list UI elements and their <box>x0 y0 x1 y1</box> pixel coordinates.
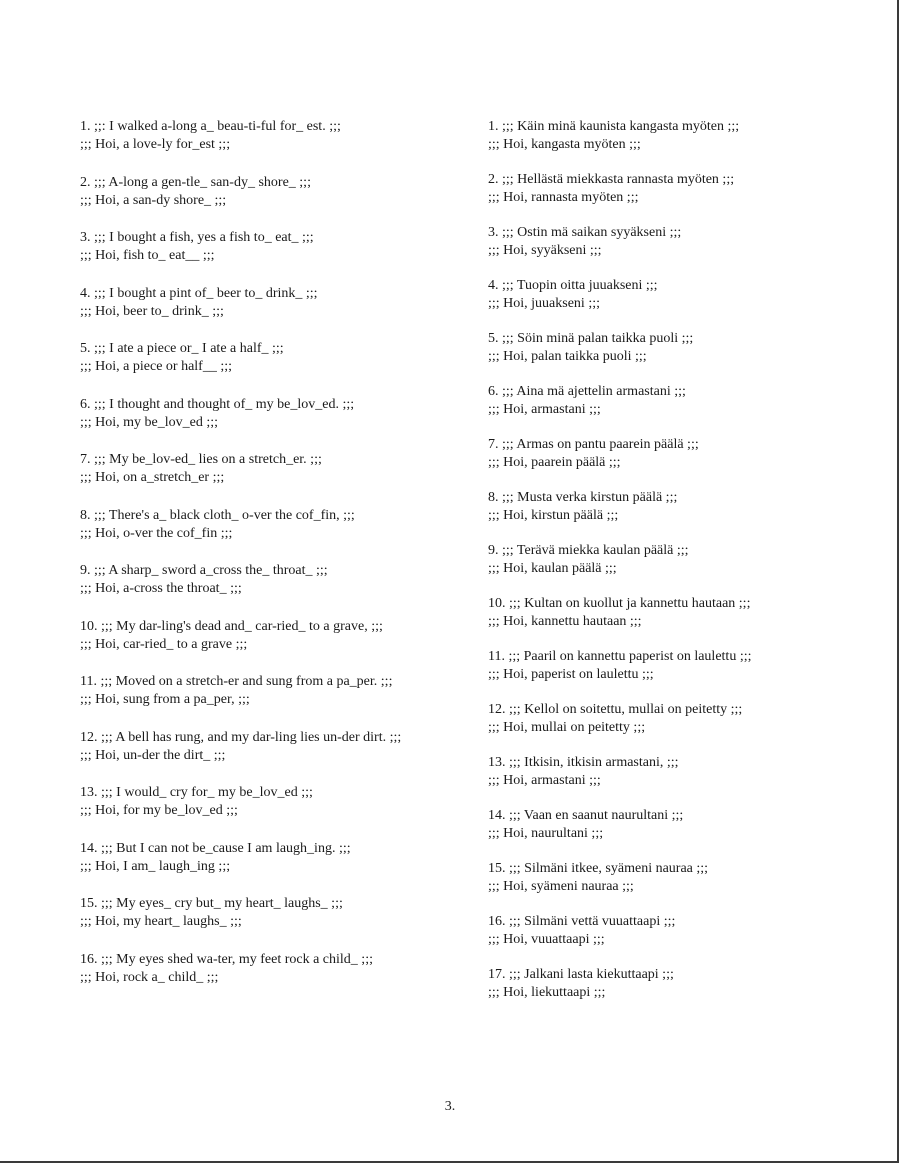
english-verse <box>80 174 470 230</box>
verse-line: 15. ;;; Silmäni itkee, syämeni nauraa ;;; <box>488 861 709 876</box>
verse-refrain: ;;; Hoi, kannettu hautaan ;;; <box>488 614 642 629</box>
verse-line: 5. ;;; I ate a piece or_ I ate a half_ ;;; <box>80 341 284 356</box>
verse-refrain: ;;; Hoi, a-cross the throat_ ;;; <box>80 581 242 596</box>
english-verse <box>80 951 470 1007</box>
english-verse <box>80 562 470 618</box>
english-verse <box>80 618 470 674</box>
verse-line: 16. ;;; My eyes shed wa-ter, my feet rock a child_ ;;; <box>80 951 373 967</box>
finnish-verse <box>488 701 888 754</box>
finnish-verse <box>488 966 888 1019</box>
english-verse <box>80 784 470 840</box>
verse-line: 15. ;;; My eyes_ cry but_ my heart_ laughs_ ;;; <box>80 896 343 911</box>
verse-refrain: ;;; Hoi, beer to_ drink_ ;;; <box>80 303 224 319</box>
verse-line: 13. ;;; Itkisin, itkisin armastani, ;;; <box>488 755 679 770</box>
verse-refrain: ;;; Hoi, kirstun päälä ;;; <box>488 508 619 523</box>
verse-line: 10. ;;; My dar-ling's dead and_ car-ried_ to a grave, ;;; <box>80 618 383 634</box>
verse-refrain: ;;; Hoi, a piece or half__ ;;; <box>80 359 233 374</box>
verse-refrain: ;;; Hoi, mullai on peitetty ;;; <box>488 720 646 735</box>
finnish-verse <box>488 118 888 171</box>
verse-refrain: ;;; Hoi, paperist on laulettu ;;; <box>488 667 654 682</box>
finnish-verse <box>488 224 888 277</box>
verse-refrain: ;;; Hoi, un-der the dirt_ ;;; <box>80 747 226 763</box>
verse-refrain: ;;; Hoi, palan taikka puoli ;;; <box>488 349 647 364</box>
english-verse <box>80 229 470 285</box>
verse-refrain: ;;; Hoi, kaulan päälä ;;; <box>488 561 617 576</box>
english-verse <box>80 840 470 896</box>
verse-refrain: ;;; Hoi, on a_stretch_er ;;; <box>80 470 225 485</box>
verse-line: 1. ;;: I walked a-long a_ beau-ti-ful for_ est. ;;; <box>80 119 341 134</box>
english-verses-column <box>80 118 470 1006</box>
finnish-verse <box>488 277 888 330</box>
finnish-verse <box>488 595 888 648</box>
english-verse <box>80 396 470 452</box>
verse-refrain: ;;; Hoi, I am_ laugh_ing ;;; <box>80 858 231 874</box>
verse-line: 12. ;;; Kellol on soitettu, mullai on peitetty ;;; <box>488 702 743 717</box>
verse-line: 1. ;;; Käin minä kaunista kangasta myöten ;;; <box>488 119 740 134</box>
verse-line: 6. ;;; I thought and thought of_ my be_lov_ed. ;;; <box>80 396 355 412</box>
verse-line: 12. ;;; A bell has rung, and my dar-ling lies un-der dirt. ;;; <box>80 729 402 745</box>
verse-line: 6. ;;; Aina mä ajettelin armastani ;;; <box>488 384 686 399</box>
verse-refrain: ;;; Hoi, naurultani ;;; <box>488 826 604 841</box>
verse-refrain: ;;; Hoi, my be_lov_ed ;;; <box>80 414 219 430</box>
english-verse <box>80 729 470 785</box>
verse-refrain: ;;; Hoi, juuakseni ;;; <box>488 296 600 311</box>
finnish-verse <box>488 648 888 701</box>
english-verse <box>80 507 470 563</box>
verse-line: 4. ;;; Tuopin oitta juuakseni ;;; <box>488 278 658 293</box>
verse-refrain: ;;; Hoi, a san-dy shore_ ;;; <box>80 192 227 208</box>
english-verse <box>80 673 470 729</box>
finnish-verses-column <box>488 118 888 1019</box>
verse-refrain: ;;; Hoi, fish to_ eat__ ;;; <box>80 248 215 263</box>
verse-line: 11. ;;; Moved on a stretch-er and sung from a pa_per. ;;; <box>80 674 393 689</box>
verse-refrain: ;;; Hoi, my heart_ laughs_ ;;; <box>80 914 242 929</box>
verse-line: 9. ;;; A sharp_ sword a_cross the_ throat_ ;;; <box>80 563 328 578</box>
verse-line: 16. ;;; Silmäni vettä vuuattaapi ;;; <box>488 914 676 929</box>
verse-line: 9. ;;; Terävä miekka kaulan päälä ;;; <box>488 543 689 558</box>
verse-line: 14. ;;; But I can not be_cause I am laugh_ing. ;;; <box>80 840 351 856</box>
verse-refrain: ;;; Hoi, sung from a pa_per, ;;; <box>80 692 250 707</box>
verse-line: 3. ;;; I bought a fish, yes a fish to_ eat_ ;;; <box>80 230 314 245</box>
english-verse <box>80 285 470 341</box>
verse-refrain: ;;; Hoi, a love-ly for_est ;;; <box>80 137 231 152</box>
verse-refrain: ;;; Hoi, rannasta myöten ;;; <box>488 190 639 205</box>
verse-refrain: ;;; Hoi, car-ried_ to a grave ;;; <box>80 636 248 652</box>
page-number: 3. <box>444 1099 456 1114</box>
verse-refrain: ;;; Hoi, vuuattaapi ;;; <box>488 932 605 947</box>
finnish-verse <box>488 436 888 489</box>
verse-refrain: ;;; Hoi, kangasta myöten ;;; <box>488 137 641 152</box>
verse-refrain: ;;; Hoi, o-ver the cof_fin ;;; <box>80 525 233 541</box>
finnish-verse <box>488 383 888 436</box>
verse-line: 11. ;;; Paaril on kannettu paperist on laulettu ;;; <box>488 649 752 664</box>
finnish-verse <box>488 860 888 913</box>
verse-refrain: ;;; Hoi, rock a_ child_ ;;; <box>80 969 219 985</box>
verse-refrain: ;;; Hoi, liekuttaapi ;;; <box>488 985 606 1000</box>
finnish-verse <box>488 807 888 860</box>
verse-refrain: ;;; Hoi, syämeni nauraa ;;; <box>488 879 634 894</box>
verse-refrain: ;;; Hoi, armastani ;;; <box>488 773 601 788</box>
finnish-verse <box>488 330 888 383</box>
english-verse <box>80 451 470 507</box>
verse-line: 10. ;;; Kultan on kuollut ja kannettu hautaan ;;; <box>488 596 751 611</box>
english-verse <box>80 118 470 174</box>
verse-line: 5. ;;; Söin minä palan taikka puoli ;;; <box>488 331 694 346</box>
finnish-verse <box>488 171 888 224</box>
verse-line: 7. ;;; Armas on pantu paarein päälä ;;; <box>488 437 699 452</box>
verse-refrain: ;;; Hoi, armastani ;;; <box>488 402 601 417</box>
finnish-verse <box>488 489 888 542</box>
finnish-verse <box>488 913 888 966</box>
verse-line: 8. ;;; There's a_ black cloth_ o-ver the cof_fin, ;;; <box>80 507 355 523</box>
verse-refrain: ;;; Hoi, paarein päälä ;;; <box>488 455 621 470</box>
verse-line: 14. ;;; Vaan en saanut naurultani ;;; <box>488 808 684 823</box>
verse-line: 8. ;;; Musta verka kirstun päälä ;;; <box>488 490 678 505</box>
verse-line: 17. ;;; Jalkani lasta kiekuttaapi ;;; <box>488 967 674 982</box>
english-verse <box>80 340 470 396</box>
finnish-verse <box>488 542 888 595</box>
verse-line: 3. ;;; Ostin mä saikan syyäkseni ;;; <box>488 225 682 240</box>
verse-refrain: ;;; Hoi, for my be_lov_ed ;;; <box>80 803 238 818</box>
english-verse <box>80 895 470 951</box>
finnish-verse <box>488 754 888 807</box>
verse-line: 2. ;;; Hellästä miekkasta rannasta myöten ;;; <box>488 172 735 187</box>
verse-line: 13. ;;; I would_ cry for_ my be_lov_ed ;;; <box>80 785 313 800</box>
verse-refrain: ;;; Hoi, syyäkseni ;;; <box>488 243 602 258</box>
verse-line: 4. ;;; I bought a pint of_ beer to_ drink_ ;;; <box>80 285 318 301</box>
verse-line: 7. ;;; My be_lov-ed_ lies on a stretch_er. ;;; <box>80 452 322 467</box>
verse-line: 2. ;;; A-long a gen-tle_ san-dy_ shore_ ;;; <box>80 174 311 190</box>
